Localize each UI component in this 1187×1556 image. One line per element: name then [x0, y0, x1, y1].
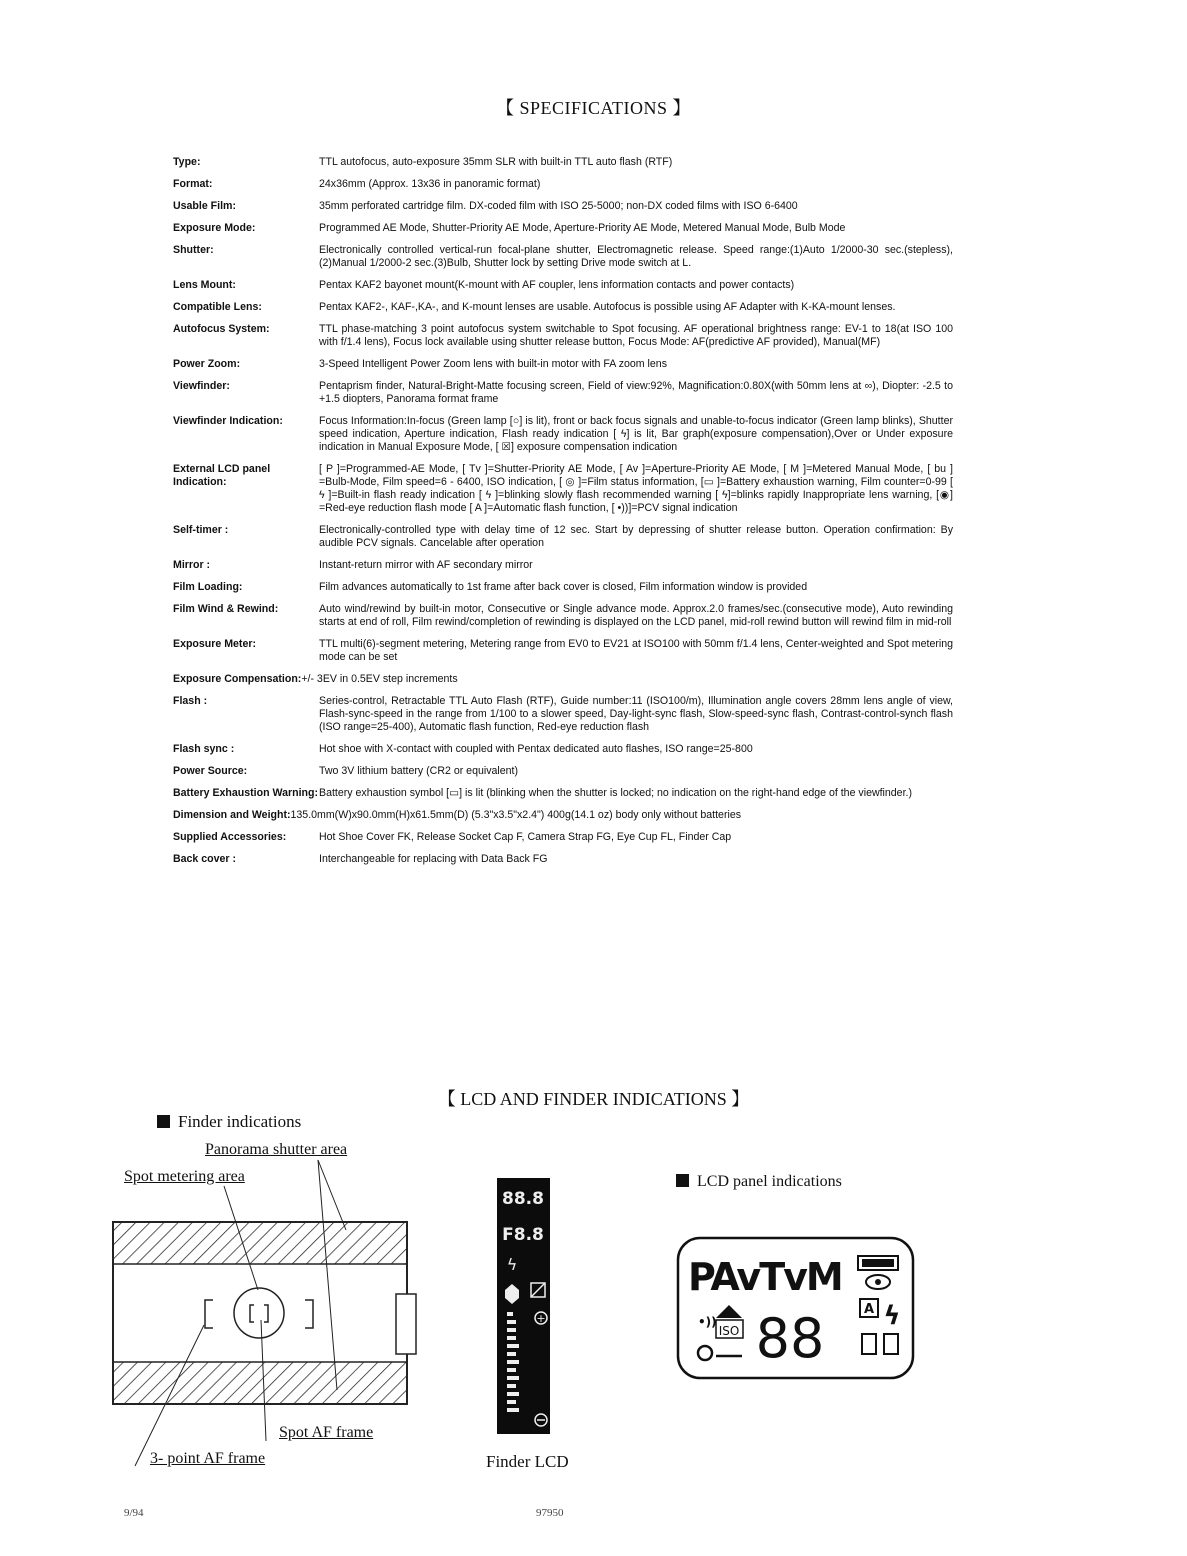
- three-point-af-label: 3- point AF frame: [150, 1450, 266, 1467]
- spec-value: Interchangeable for replacing with Data Back FG: [319, 853, 548, 865]
- spec-label: Type:: [173, 156, 201, 168]
- lcd-small-digit: [884, 1334, 898, 1354]
- finder-lcd-strip: [396, 1294, 416, 1354]
- lcd-panel-label: LCD panel indications: [697, 1173, 842, 1190]
- lcd-small-digit: [862, 1334, 876, 1354]
- spec-value: Series-control, Retractable TTL Auto Flash (RTF), Guide number:11 (ISO100/m), Illumination angle covers 28mm lens angle of view, Flash-sync-speed in the range from 1/100 to a slower speed, Day-light-sync flash, Slow-speed-sync flash, Contrast-control-synch flash (ISO range=25-400), Automatic flash function, Red-eye reduction flash: [319, 695, 953, 733]
- spot-af-frame-label: Spot AF frame: [279, 1424, 374, 1441]
- spec-value: Electronically-controlled type with delay time of 12 sec. Start by depressing of shutter release button. Operation confirmation: By audible PCV signals. Cancelable after operation: [319, 524, 953, 549]
- panorama-shutter-label: Panorama shutter area: [205, 1141, 348, 1158]
- finder-lcd-aperture-digits: F8.8: [502, 1225, 544, 1245]
- spec-value: Electronically controlled vertical-run focal-plane shutter, Electromagnetic release. Speed range:(1)Auto 1/2000-30 sec.(stepless),(2)Manual 1/2000-2 sec.(3)Bulb, Shutter lock by setting Drive mode switch at L.: [319, 244, 953, 269]
- spec-label: Lens Mount:: [173, 279, 236, 291]
- footer-page-left: 9/94: [124, 1507, 144, 1519]
- spec-label: Battery Exhaustion Warning:: [173, 787, 318, 799]
- right-af-bracket: [305, 1300, 313, 1328]
- spec-value: Auto wind/rewind by built-in motor, Consecutive or Single advance mode. Approx.2.0 frames/sec.(consecutive mode), Auto rewinding starts at end of roll, Film rewind/completion of rewinding is displayed on the LCD panel, mid-roll rewind button will rewind film in mid-roll: [319, 603, 953, 628]
- spec-label: Dimension and Weight:: [173, 809, 291, 821]
- panorama-leader-line-2: [318, 1160, 337, 1390]
- spec-label: Format:: [173, 178, 213, 190]
- film-rewind-arrow-icon: [716, 1305, 742, 1318]
- film-counter-digits: 88: [755, 1307, 825, 1370]
- spec-label: Self-timer :: [173, 524, 229, 536]
- spec-value: Pentaprism finder, Natural-Bright-Matte focusing screen, Field of view:92%, Magnification:0.80X(with 50mm lens at ∞), Diopter: -2.5 to +1.5 diopters, Panorama format frame: [319, 380, 953, 405]
- finder-indications-label: Finder indications: [178, 1112, 302, 1131]
- page-title: 【 SPECIFICATIONS 】: [495, 98, 692, 118]
- lcd-panel-heading: [676, 1173, 842, 1191]
- panorama-bottom-mask: [113, 1362, 407, 1404]
- iso-indicator: ISO: [718, 1324, 740, 1338]
- film-status-icon: [698, 1346, 712, 1360]
- spec-label: Exposure Compensation:: [173, 673, 302, 685]
- left-af-bracket: [205, 1300, 213, 1328]
- spec-value: Hot shoe with X-contact with coupled with Pentax dedicated auto flashes, ISO range=25-800: [319, 743, 753, 755]
- pcv-signal-icon: •)): [698, 1315, 717, 1329]
- spec-value: Battery exhaustion symbol [▭] is lit (blinking when the shutter is locked; no indication on the right-hand edge of the viewfinder.): [319, 787, 912, 799]
- footer-page-center: 97950: [536, 1507, 564, 1519]
- spot-metering-circle: [234, 1288, 284, 1338]
- spec-value: Two 3V lithium battery (CR2 or equivalent): [319, 765, 519, 777]
- spec-value: Film advances automatically to 1st frame after back cover is closed, Film information window is provided: [319, 581, 808, 593]
- spec-label: Power Zoom:: [173, 358, 241, 370]
- spec-label: External LCD panel Indication:: [173, 463, 271, 488]
- spec-label: Mirror :: [173, 559, 211, 571]
- bullet-icon: [676, 1174, 689, 1187]
- spec-label: Power Source:: [173, 765, 248, 777]
- spec-value: 135.0mm(W)x90.0mm(H)x61.5mm(D) (5.3"x3.5"x2.4") 400g(14.1 oz) body only without batteries: [290, 809, 742, 821]
- spec-label: Autofocus System:: [173, 323, 270, 335]
- spec-value: [ P ]=Programmed-AE Mode, [ Tv ]=Shutter-Priority AE Mode, [ Av ]=Aperture-Priority AE Mode, [ M ]=Metered Manual Mode, [ bu ] =Bulb-Mode, Film speed=6 - 6400, ISO indication, [ ◎ ]=Film status information, [▭ ]=Battery exhaustion warning, Film counter=0-99 [ ϟ ]=Built-in flash ready indication [ ϟ ]=blinking slowly flash recommended warning [ ϟ]=blinks rapidly Inappropriate lens warning, [◉] =Red-eye reduction flash mode [ A ]=Automatic flash function, [ •))]=PCV signal indication: [319, 463, 953, 514]
- spec-value: TTL autofocus, auto-exposure 35mm SLR with built-in TTL auto flash (RTF): [319, 156, 673, 168]
- lcd-section-title: 【 LCD AND FINDER INDICATIONS 】: [437, 1089, 750, 1109]
- spec-label: Usable Film:: [173, 200, 236, 212]
- finder-lcd-panel: [497, 1178, 550, 1434]
- svg-text:+: +: [536, 1312, 546, 1325]
- spec-label: Viewfinder:: [173, 380, 230, 392]
- center-af-bracket: [250, 1305, 268, 1322]
- spec-value: TTL phase-matching 3 point autofocus system switchable to Spot focusing. AF operational brightness range: EV-1 to 18(at ISO 100 with f/1.4 lens), Focus lock available using shutter release button, Focus Mode: AF(predictive AF provided), Manual(MF): [319, 323, 953, 348]
- spec-value: Focus Information:In-focus (Green lamp [○] is lit), front or back focus signals and unable-to-focus indicator (Green lamp blinks), Shutter speed indication, Aperture indication, Flash ready indication [ ϟ] is lit, Bar graph(exposure compensation),Over or Under exposure indication in Manual Exposure Mode, [ ☒] exposure compensation indication: [319, 415, 953, 453]
- finder-lcd-shutter-digits: 88.8: [502, 1189, 544, 1209]
- spec-value: Pentax KAF2-, KAF-,KA-, and K-mount lenses are usable. Autofocus is possible using AF Adapter with K-KA-mount lenses.: [319, 301, 896, 313]
- panorama-leader-line: [318, 1160, 346, 1230]
- svg-text:A: A: [863, 1302, 875, 1317]
- finder-lcd-caption: Finder LCD: [486, 1452, 569, 1471]
- spec-value: Instant-return mirror with AF secondary mirror: [319, 559, 533, 571]
- spec-label: Flash :: [173, 695, 208, 707]
- spec-value: Programmed AE Mode, Shutter-Priority AE Mode, Aperture-Priority AE Mode, Metered Manual Mode, Bulb Mode: [319, 222, 846, 234]
- spec-label: Shutter:: [173, 244, 214, 256]
- spec-value: Hot Shoe Cover FK, Release Socket Cap F, Camera Strap FG, Eye Cup FL, Finder Cap: [319, 831, 732, 843]
- flash-ready-icon: ϟ: [506, 1255, 518, 1274]
- spec-label: Film Loading:: [173, 581, 243, 593]
- spec-label: Exposure Meter:: [173, 638, 257, 650]
- lcd-mode-letters: PAvTvM: [688, 1255, 842, 1299]
- spec-value: 24x36mm (Approx. 13x36 in panoramic format): [319, 178, 541, 190]
- spec-label: Back cover :: [173, 853, 237, 865]
- spec-label: Viewfinder Indication:: [173, 415, 283, 427]
- spec-label: Supplied Accessories:: [173, 831, 287, 843]
- spec-label: Film Wind & Rewind:: [173, 603, 279, 615]
- spec-label: Compatible Lens:: [173, 301, 262, 313]
- spec-value: TTL multi(6)-segment metering, Metering range from EV0 to EV21 at ISO100 with 50mm f/1.4 lens, Center-weighted and Spot metering mode can be set: [319, 638, 953, 663]
- flash-icon: ϟ: [883, 1301, 901, 1331]
- spec-value: Pentax KAF2 bayonet mount(K-mount with AF coupler, lens information contacts and power contacts): [319, 279, 795, 291]
- spec-value: 35mm perforated cartridge film. DX-coded film with ISO 25-5000; non-DX coded films with ISO 6-6400: [319, 200, 798, 212]
- spec-label: Flash sync :: [173, 743, 235, 755]
- spec-label: Exposure Mode:: [173, 222, 256, 234]
- spot-metering-label: Spot metering area: [124, 1168, 245, 1185]
- spec-value: 3-Speed Intelligent Power Zoom lens with built-in motor with FA zoom lens: [319, 358, 667, 370]
- panorama-top-mask: [113, 1222, 407, 1264]
- spec-value: +/- 3EV in 0.5EV step increments: [301, 673, 458, 685]
